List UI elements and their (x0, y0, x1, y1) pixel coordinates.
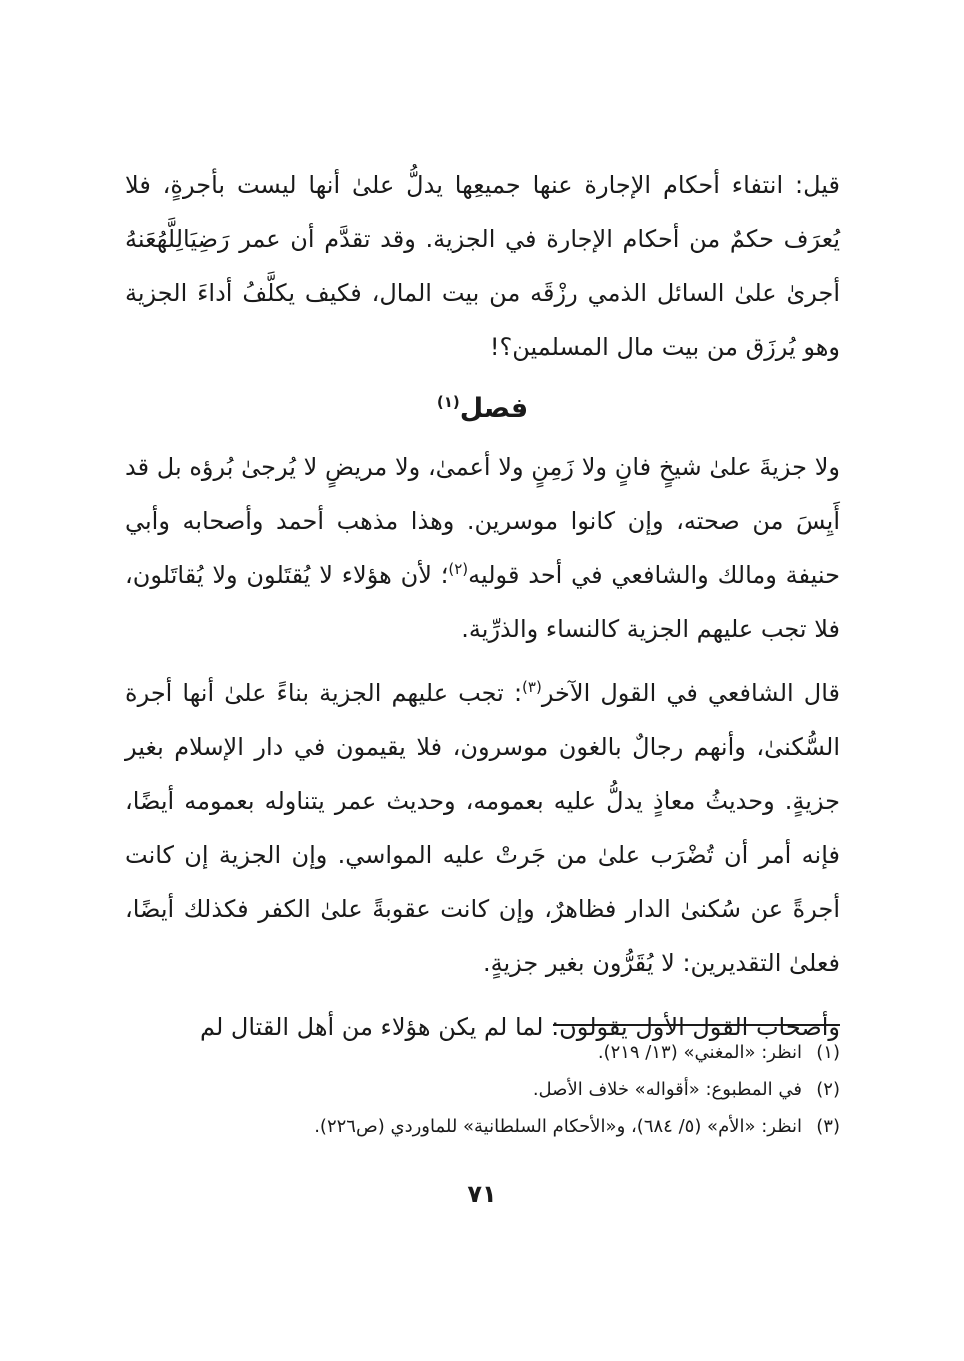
paragraph-2-text-a: ولا جزيةَ علىٰ شيخٍ فانٍ ولا زَمِنٍ ولا أعمىٰ، ولا مريضٍ لا يُرجىٰ بُرؤه بل قد أَيِسَ من صحته، وإن كانوا موسرين. وهذا مذهب أحمد وأصحابه وأبي حنيفة ومالك والشافعي في أحد قوليه (125, 453, 841, 589)
section-heading (125, 380, 840, 438)
paragraph-1: قيل: انتفاء أحكام الإجارة عنها جميعِها يدلُّ علىٰ أنها ليست بأجرةٍ، فلا يُعرَف حكمٌ من أحكام الإجارة في الجزية. وقد تقدَّم أن عمر رَضِيَالِلَّهُعَنهُ أجرىٰ علىٰ السائل الذمي رزْقَه من بيت المال، فكيف يكلَّفُ أداءَ الجزية وهو يُرزَق من بيت مال المسلمين؟! (125, 171, 840, 361)
footnote-divider (553, 1024, 840, 1026)
page-body (125, 158, 840, 1054)
footnote-3 (125, 1108, 840, 1145)
footnote-text: انظر: «الأم» (٥/ ٦٨٤)، و«الأحكام السلطانية» للماوردي (ص٢٢٦). (314, 1116, 802, 1137)
footnote-ref-2[interactable]: (٢) (448, 560, 469, 578)
paragraph-2-text-b: ؛ لأن هؤلاء لا يُقتَلون ولا يُقاتَلون، فلا تجب عليهم الجزية كالنساء والذرِّية. (125, 561, 840, 643)
footnote-1 (125, 1034, 840, 1071)
paragraph-2 (125, 440, 840, 656)
footnote-text: انظر: «المغني» (١٣/ ٢١٩). (597, 1042, 802, 1063)
footnotes (125, 1034, 840, 1145)
section-heading-text: فصل (459, 393, 529, 424)
footnote-ref-1[interactable]: (١) (436, 393, 460, 411)
footnote-number: (٢) (816, 1079, 840, 1100)
paragraph-3-text-a: قال الشافعي في القول الآخر (541, 679, 840, 707)
footnote-text: في المطبوع: «أقواله» خلاف الأصل. (532, 1079, 802, 1100)
footnote-2 (125, 1071, 840, 1108)
footnote-number: (١) (816, 1042, 840, 1063)
paragraph-3-text-b: : تجب عليهم الجزية بناءً علىٰ أنها أجرة السُّكنىٰ، وأنهم رجالٌ بالغون موسرون، فلا يقيمون في دار الإسلام بغير جزيةٍ. وحديثُ معاذٍ يدلُّ عليه بعمومه، وحديث عمر يتناوله بعمومه أيضًا، فإنه أمر أن تُضْرَب علىٰ من جَرتْ عليه المواسي. وإن الجزية إن كانت أجرةً عن سُكنىٰ الدار فظاهرٌ، وإن كانت عقوبةً علىٰ الكفر فكذلك أيضًا، فعلىٰ التقديرين: لا يُقَرُّون بغير جزيةٍ. (125, 679, 840, 977)
paragraph-4: وأصحاب القول الأول يقولون: لما لم يكن هؤلاء من أهل القتال لم (200, 1013, 840, 1041)
footnote-number: (٣) (816, 1116, 840, 1137)
page-number: ٧١ (467, 1180, 497, 1208)
paragraph-3 (125, 666, 840, 990)
footnote-ref-3[interactable]: (٣) (522, 678, 542, 696)
